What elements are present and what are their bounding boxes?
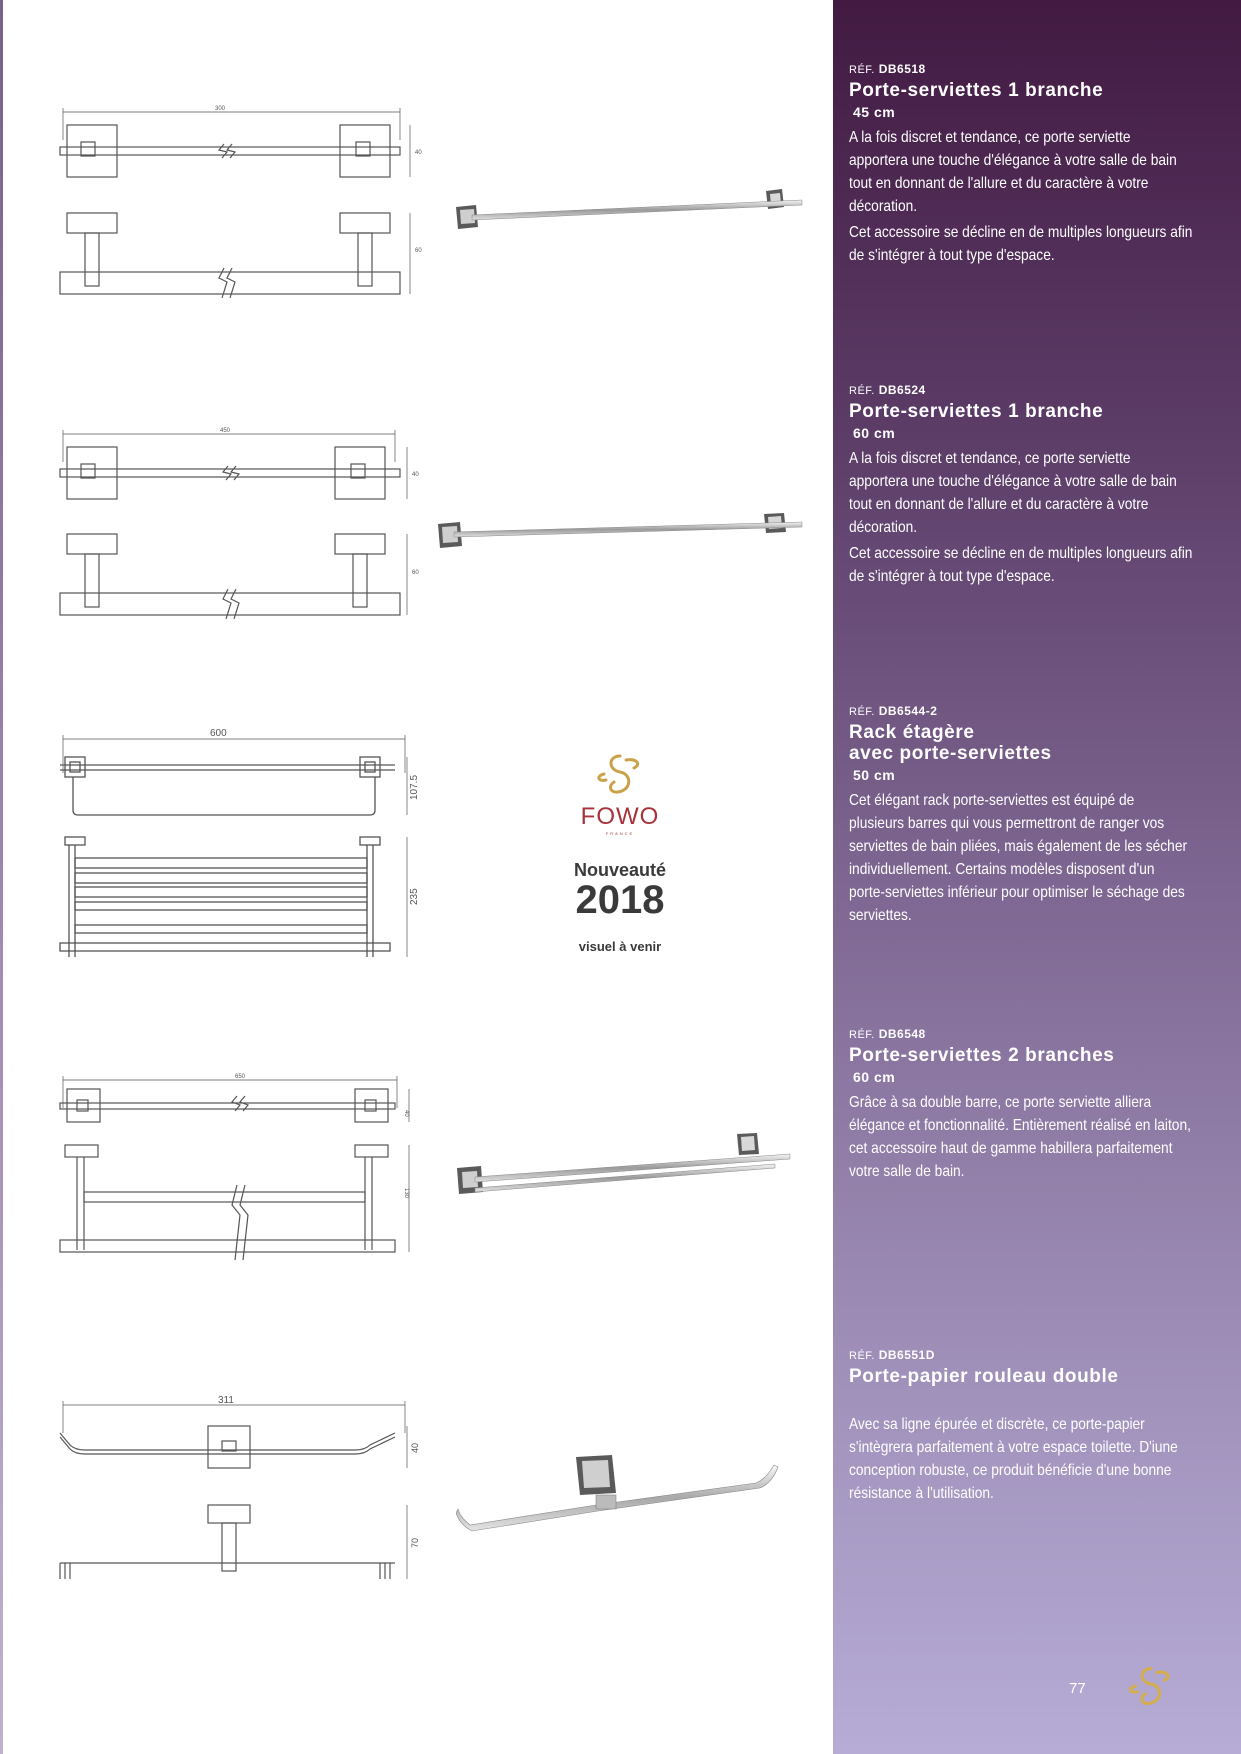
- product-description-db6551d: [849, 1348, 1194, 1508]
- ref-code: DB6548: [878, 1027, 926, 1041]
- visual-pending-note: visuel à venir: [578, 939, 662, 954]
- product-photo-db6518: [452, 185, 807, 235]
- product-ref: [849, 704, 1194, 718]
- brand-subtitle: FRANCE: [605, 831, 635, 836]
- dimension-height-top: 40: [415, 150, 422, 156]
- technical-drawing-db6548: [55, 1070, 425, 1265]
- ref-label: RÉF.: [849, 706, 875, 718]
- product-paragraph: A la fois discret et tendance, ce porte serviette apportera une touche d'élégance à votre salle de bain tout en donnant de l'allure et du caractère à votre décoration.: [849, 129, 1177, 215]
- product-photo-db6524: [434, 510, 806, 555]
- product-paragraph: Cet accessoire se décline en de multiples longueurs afin de s'intégrer à tout type d'espace.: [849, 224, 1193, 264]
- product-title: Porte-serviettes 1 branche: [849, 80, 1104, 101]
- ref-code: DB6544-2: [878, 704, 938, 718]
- product-size: 60 cm: [853, 425, 896, 441]
- product-ref: [849, 62, 1194, 76]
- product-title-line-1: Rack étagère: [849, 722, 975, 743]
- product-size: 45 cm: [853, 104, 896, 120]
- product-title: Porte-papier rouleau double: [849, 1366, 1119, 1387]
- ref-code: DB6551D: [878, 1348, 935, 1362]
- product-title-line-2: avec porte-serviettes: [849, 743, 1052, 764]
- product-description-db6524: [849, 383, 1194, 591]
- new-product-badge: [540, 752, 700, 967]
- brand-name: FOWO: [580, 803, 660, 830]
- dimension-width: 600: [210, 728, 227, 739]
- dimension-width: 450: [220, 428, 231, 434]
- new-year: 2018: [575, 878, 665, 922]
- product-paragraph: A la fois discret et tendance, ce porte serviette apportera une touche d'élégance à votre salle de bain tout en donnant de l'allure et du caractère à votre décoration.: [849, 450, 1177, 536]
- product-paragraph: Cet élégant rack porte-serviettes est équipé de plusieurs barres qui vous permettront de ranger vos serviettes de bain pliées, mais également de les sécher individuellement. Certains modèles disposent d'un porte-serviettes inférieur pour optimiser le séchage des serviettes.: [849, 792, 1188, 924]
- product-paragraph: Avec sa ligne épurée et discrète, ce porte-papier s'intègrera parfaitement à votre espace toilette. D'iune conception robuste, ce produit bénéficie d'une bonne résistance à l'utilisation.: [849, 1416, 1178, 1502]
- dimension-height-top: 40: [403, 1110, 409, 1117]
- ref-label: RÉF.: [849, 64, 875, 76]
- product-title: Porte-serviettes 2 branches: [849, 1045, 1115, 1066]
- dimension-width: 311: [218, 1395, 234, 1406]
- product-ref: [849, 383, 1194, 397]
- ref-code: DB6518: [878, 62, 926, 76]
- dimension-height-top: 107.5: [409, 774, 420, 800]
- dimension-width: 300: [215, 106, 226, 112]
- ref-label: RÉF.: [849, 1350, 875, 1362]
- dimension-height-top: 40: [410, 1442, 420, 1453]
- product-description-db6544-2: [849, 704, 1194, 930]
- technical-drawing-db6524: [55, 422, 425, 627]
- product-ref: [849, 1348, 1194, 1362]
- product-size: 60 cm: [853, 1069, 896, 1085]
- technical-drawing-db6551d: [55, 1393, 425, 1593]
- technical-drawing-db6518: [55, 100, 425, 305]
- dimension-height-bottom: 235: [409, 888, 420, 905]
- dimension-height-bottom: 130: [403, 1188, 409, 1199]
- dimension-width: 650: [235, 1074, 246, 1080]
- dimension-height-bottom: 60: [412, 570, 419, 576]
- product-paragraph: Grâce à sa double barre, ce porte serviette alliera élégance et fonctionnalité. Entièrement réalisé en laiton, cet accessoire haut de gamme habillera parfaitement votre salle de bain.: [849, 1094, 1191, 1180]
- technical-drawing-db6544-2: [55, 725, 425, 965]
- dimension-height-bottom: 60: [415, 248, 422, 254]
- product-description-db6548: [849, 1027, 1194, 1186]
- dimension-height-bottom: 70: [410, 1537, 420, 1548]
- product-photo-db6548: [455, 1132, 795, 1202]
- product-photo-db6551d: [456, 1455, 786, 1535]
- fowo-logo-icon: [590, 752, 650, 796]
- page-number: 77: [1069, 1680, 1086, 1697]
- page-edge-stripe: [0, 0, 3, 1754]
- ref-label: RÉF.: [849, 385, 875, 397]
- product-size: 50 cm: [853, 767, 896, 783]
- brand-logo-icon: [1122, 1664, 1180, 1708]
- product-paragraph: Cet accessoire se décline en de multiples longueurs afin de s'intégrer à tout type d'espace.: [849, 545, 1193, 585]
- product-title: Porte-serviettes 1 branche: [849, 401, 1104, 422]
- new-label: Nouveauté: [573, 860, 667, 880]
- product-ref: [849, 1027, 1194, 1041]
- dimension-height-top: 40: [412, 472, 419, 478]
- ref-code: DB6524: [878, 383, 926, 397]
- product-description-db6518: [849, 62, 1194, 270]
- ref-label: RÉF.: [849, 1029, 875, 1041]
